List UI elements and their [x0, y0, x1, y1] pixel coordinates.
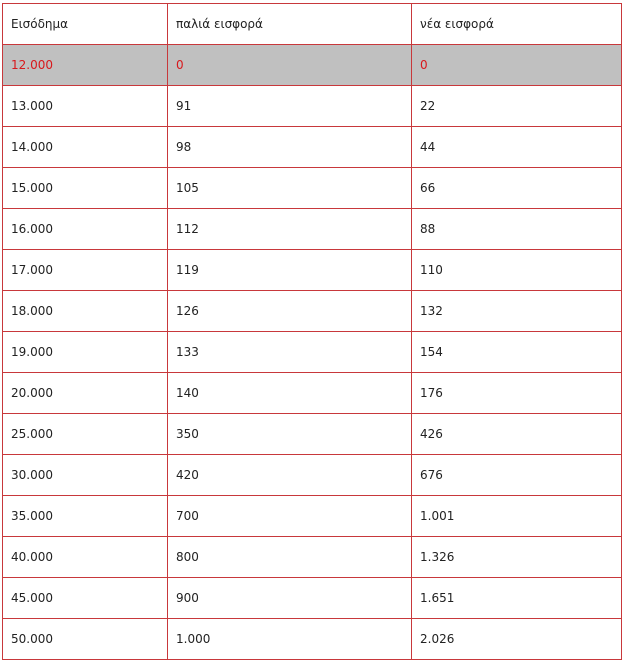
table-body	[3, 45, 622, 660]
cell-new-contribution: 2.026	[412, 619, 622, 660]
table-row	[3, 496, 622, 537]
table-row	[3, 127, 622, 168]
cell-old-contribution: 420	[168, 455, 412, 496]
cell-income: 25.000	[3, 414, 168, 455]
cell-income: 45.000	[3, 578, 168, 619]
cell-old-contribution: 105	[168, 168, 412, 209]
cell-income: 15.000	[3, 168, 168, 209]
table-row	[3, 537, 622, 578]
cell-income: 17.000	[3, 250, 168, 291]
table-row	[3, 578, 622, 619]
cell-old-contribution: 98	[168, 127, 412, 168]
cell-income: 14.000	[3, 127, 168, 168]
cell-income: 30.000	[3, 455, 168, 496]
table-row	[3, 373, 622, 414]
cell-new-contribution: 1.001	[412, 496, 622, 537]
table-header	[3, 4, 622, 45]
cell-new-contribution: 0	[412, 45, 622, 86]
cell-old-contribution: 350	[168, 414, 412, 455]
table-row	[3, 291, 622, 332]
cell-new-contribution: 676	[412, 455, 622, 496]
cell-new-contribution: 1.651	[412, 578, 622, 619]
column-header-old-contribution: παλιά εισφορά	[168, 4, 412, 45]
table-row	[3, 86, 622, 127]
cell-new-contribution: 1.326	[412, 537, 622, 578]
table-row	[3, 168, 622, 209]
cell-new-contribution: 44	[412, 127, 622, 168]
cell-old-contribution: 119	[168, 250, 412, 291]
cell-income: 12.000	[3, 45, 168, 86]
cell-new-contribution: 176	[412, 373, 622, 414]
cell-income: 50.000	[3, 619, 168, 660]
cell-new-contribution: 154	[412, 332, 622, 373]
cell-old-contribution: 700	[168, 496, 412, 537]
table-row	[3, 332, 622, 373]
cell-new-contribution: 132	[412, 291, 622, 332]
cell-new-contribution: 88	[412, 209, 622, 250]
cell-new-contribution: 110	[412, 250, 622, 291]
column-header-new-contribution: νέα εισφορά	[412, 4, 622, 45]
cell-old-contribution: 112	[168, 209, 412, 250]
cell-old-contribution: 133	[168, 332, 412, 373]
cell-new-contribution: 22	[412, 86, 622, 127]
cell-income: 13.000	[3, 86, 168, 127]
cell-old-contribution: 91	[168, 86, 412, 127]
table-row	[3, 619, 622, 660]
cell-income: 16.000	[3, 209, 168, 250]
table-row	[3, 209, 622, 250]
cell-income: 35.000	[3, 496, 168, 537]
cell-old-contribution: 800	[168, 537, 412, 578]
cell-income: 19.000	[3, 332, 168, 373]
contribution-table	[2, 3, 622, 660]
header-row	[3, 4, 622, 45]
cell-income: 20.000	[3, 373, 168, 414]
column-header-income: Εισόδημα	[3, 4, 168, 45]
cell-income: 18.000	[3, 291, 168, 332]
table-row	[3, 455, 622, 496]
cell-old-contribution: 0	[168, 45, 412, 86]
cell-old-contribution: 140	[168, 373, 412, 414]
cell-old-contribution: 126	[168, 291, 412, 332]
cell-old-contribution: 1.000	[168, 619, 412, 660]
cell-new-contribution: 426	[412, 414, 622, 455]
cell-income: 40.000	[3, 537, 168, 578]
table-row	[3, 250, 622, 291]
cell-old-contribution: 900	[168, 578, 412, 619]
table-row	[3, 414, 622, 455]
table-row	[3, 45, 622, 86]
cell-new-contribution: 66	[412, 168, 622, 209]
